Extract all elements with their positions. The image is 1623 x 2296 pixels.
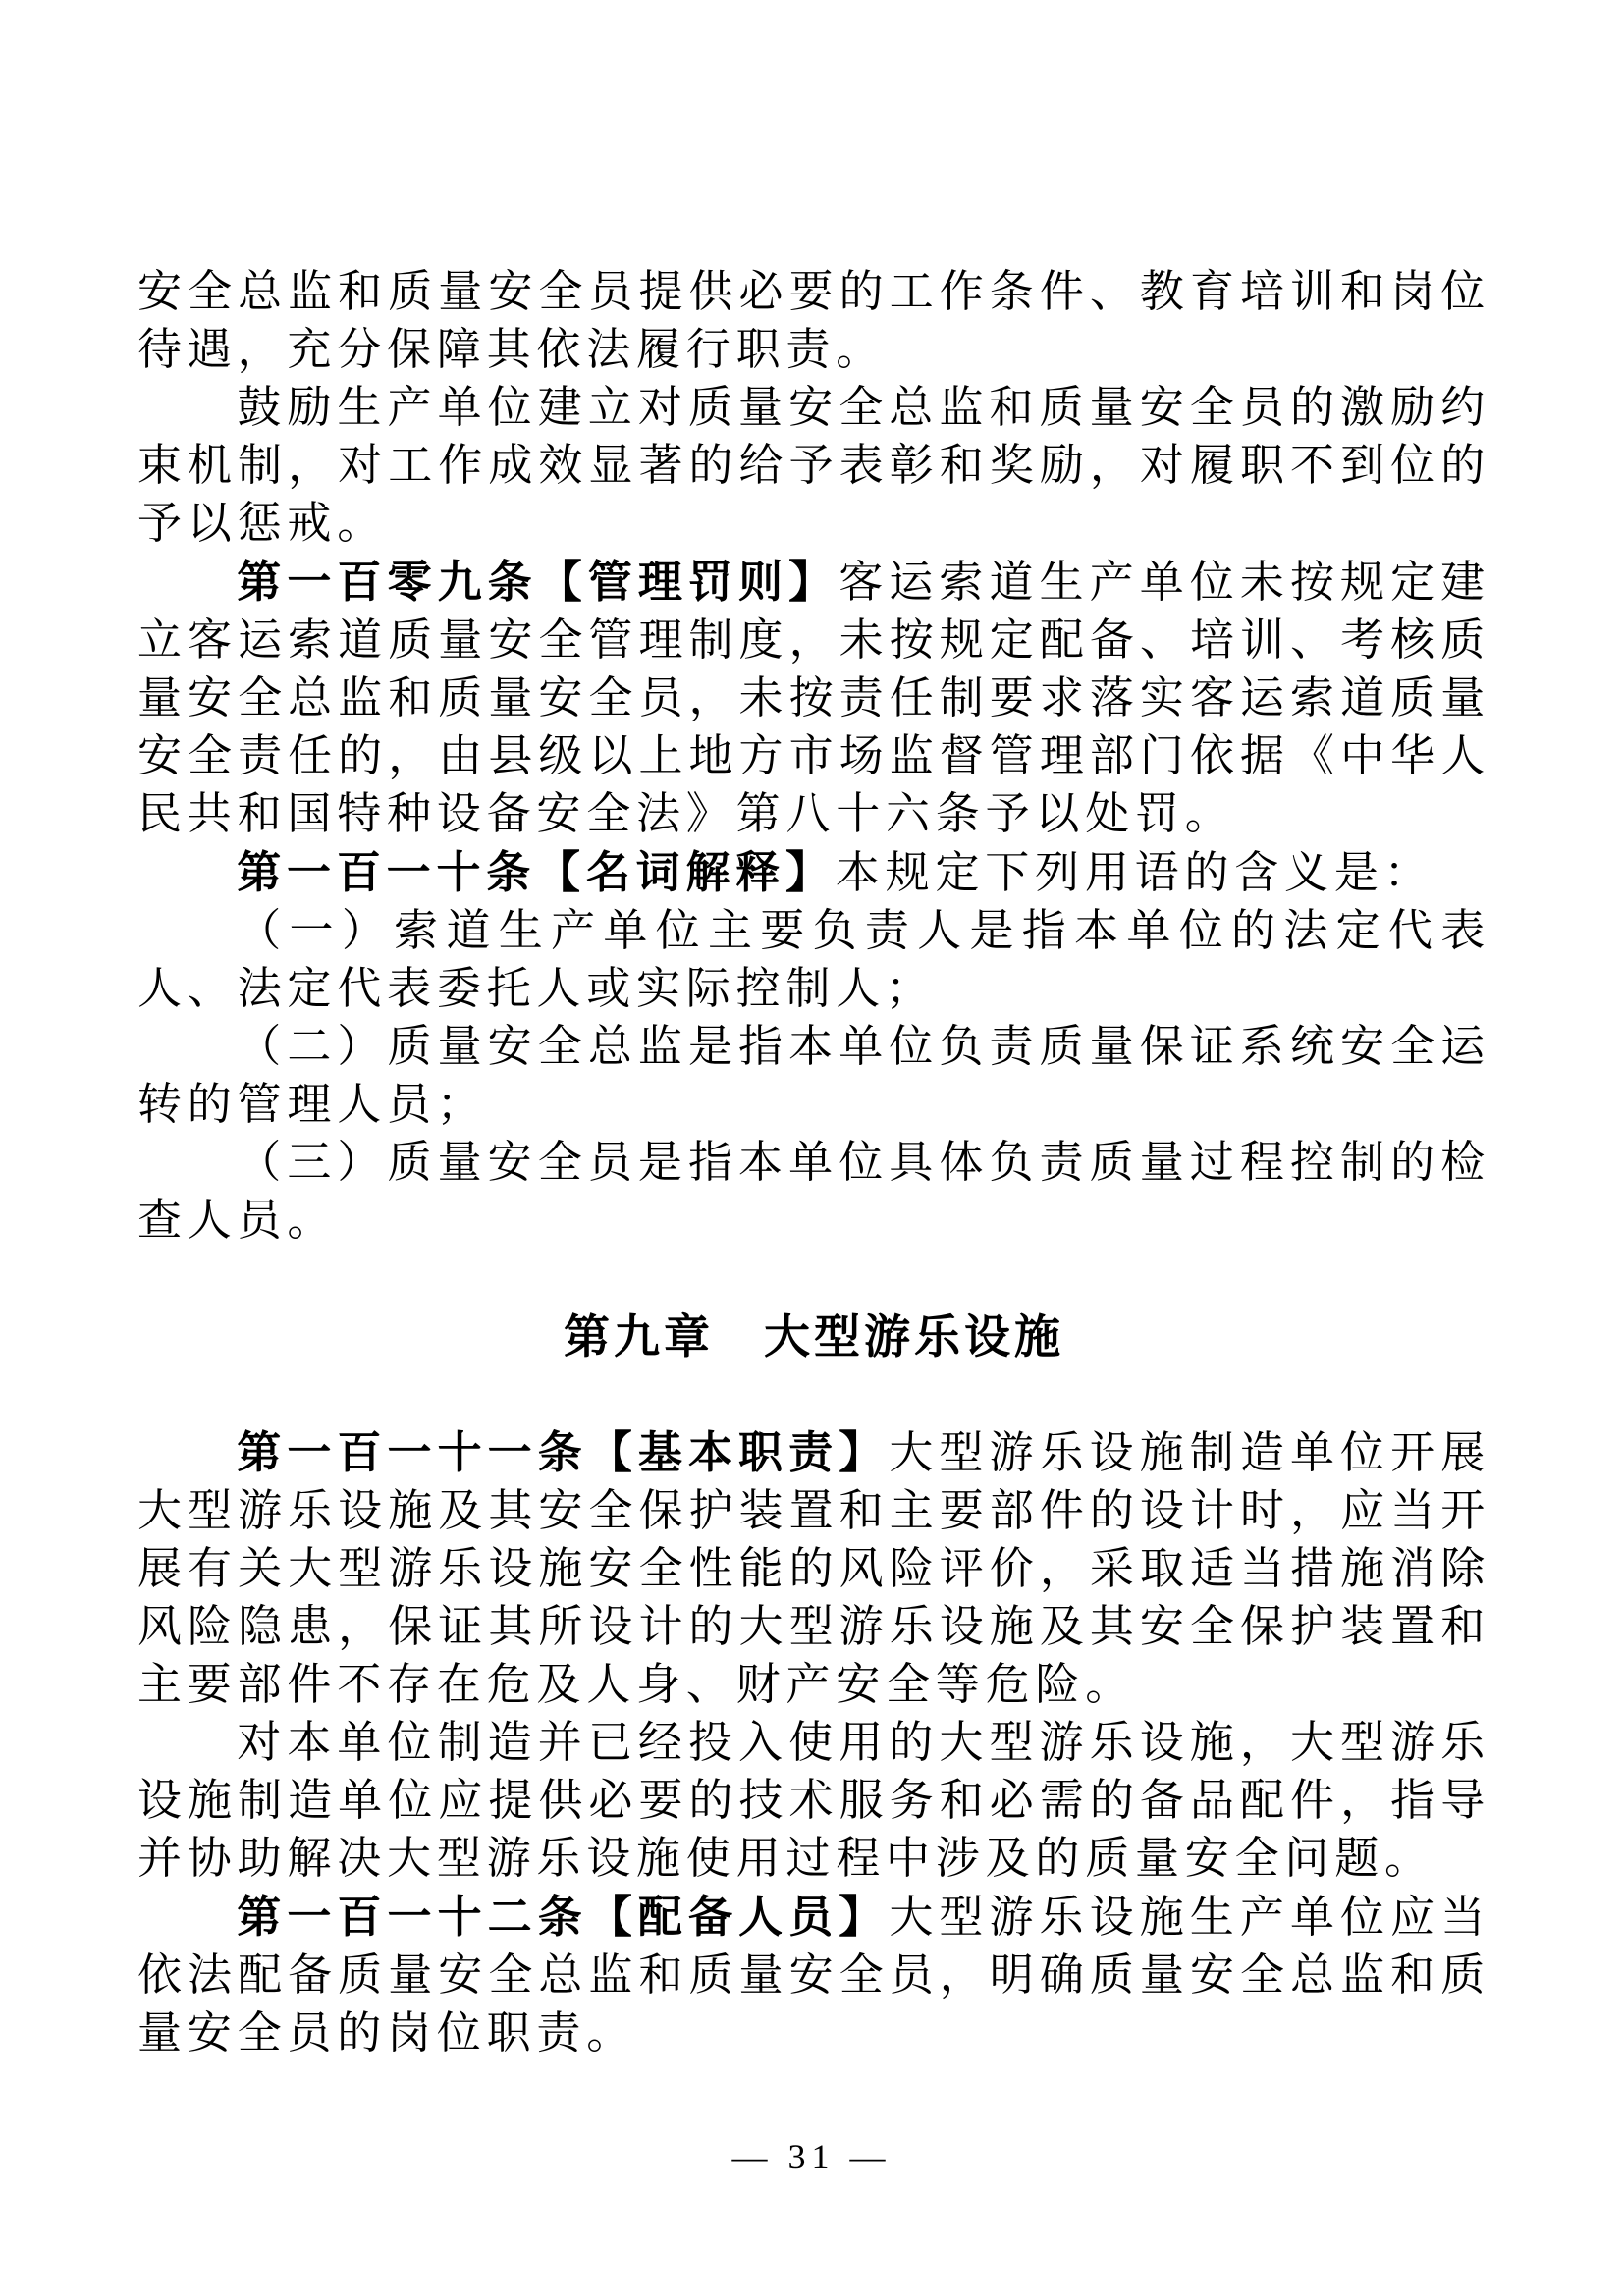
article-number-label: 第一百一十二条【配备人员】: [237, 1892, 890, 1942]
article-text: 大型游乐设施制造单位开展大型游乐设施及其安全保护装置和主要部件的设计时，应当开展有关大型游乐设施安全性能的风险评价，采取适当措施消除风险隐患，保证其所设计的大型游乐设施及其安全保护装置和主要部件不存在危及人身、财产安全等危险。: [137, 1428, 1490, 1709]
article-text: 本规定下列用语的含义是：: [835, 848, 1434, 897]
article-number-label: 第一百一十条【名词解释】: [237, 847, 836, 897]
body-paragraph: 对本单位制造并已经投入使用的大型游乐设施，大型游乐设施制造单位应提供必要的技术服务和必需的备品配件，指导并协助解决大型游乐设施使用过程中涉及的质量安全问题。: [137, 1718, 1490, 1883]
body-paragraph: （二）质量安全总监是指本单位负责质量保证系统安全运转的管理人员；: [137, 1022, 1490, 1129]
chapter-heading: 第九章 大型游乐设施: [564, 1310, 1064, 1362]
article-paragraph: [137, 843, 1490, 902]
body-paragraph: 鼓励生产单位建立对质量安全总监和质量安全员的激励约束机制，对工作成效显著的给予表彰和奖励，对履职不到位的予以惩戒。: [137, 383, 1490, 548]
article-paragraph: [137, 1423, 1490, 1714]
article-text: 大型游乐设施生产单位应当依法配备质量安全总监和质量安全员，明确质量安全总监和质量安全员的岗位职责。: [137, 1893, 1490, 2057]
body-paragraph: （三）质量安全员是指本单位具体负责质量过程控制的检查人员。: [137, 1138, 1490, 1245]
article-number-label: 第一百零九条【管理罚则】: [237, 557, 839, 607]
body-paragraph: （一）索道生产单位主要负责人是指本单位的法定代表人、法定代表委托人或实际控制人；: [137, 906, 1490, 1013]
page-body: [137, 263, 1490, 2062]
article-number-label: 第一百一十一条【基本职责】: [237, 1427, 890, 1477]
body-paragraph: 安全总监和质量安全员提供必要的工作条件、教育培训和岗位待遇，充分保障其依法履行职责。: [137, 267, 1490, 374]
article-paragraph: [137, 553, 1490, 843]
page-number: — 31 —: [731, 2137, 892, 2176]
article-text: 客运索道生产单位未按规定建立客运索道质量安全管理制度，未按规定配备、培训、考核质量安全总监和质量安全员，未按责任制要求落实客运索道质量安全责任的，由县级以上地方市场监督管理部门依据《中华人民共和国特种设备安全法》第八十六条予以处罚。: [137, 558, 1490, 838]
article-paragraph: [137, 1888, 1490, 2062]
